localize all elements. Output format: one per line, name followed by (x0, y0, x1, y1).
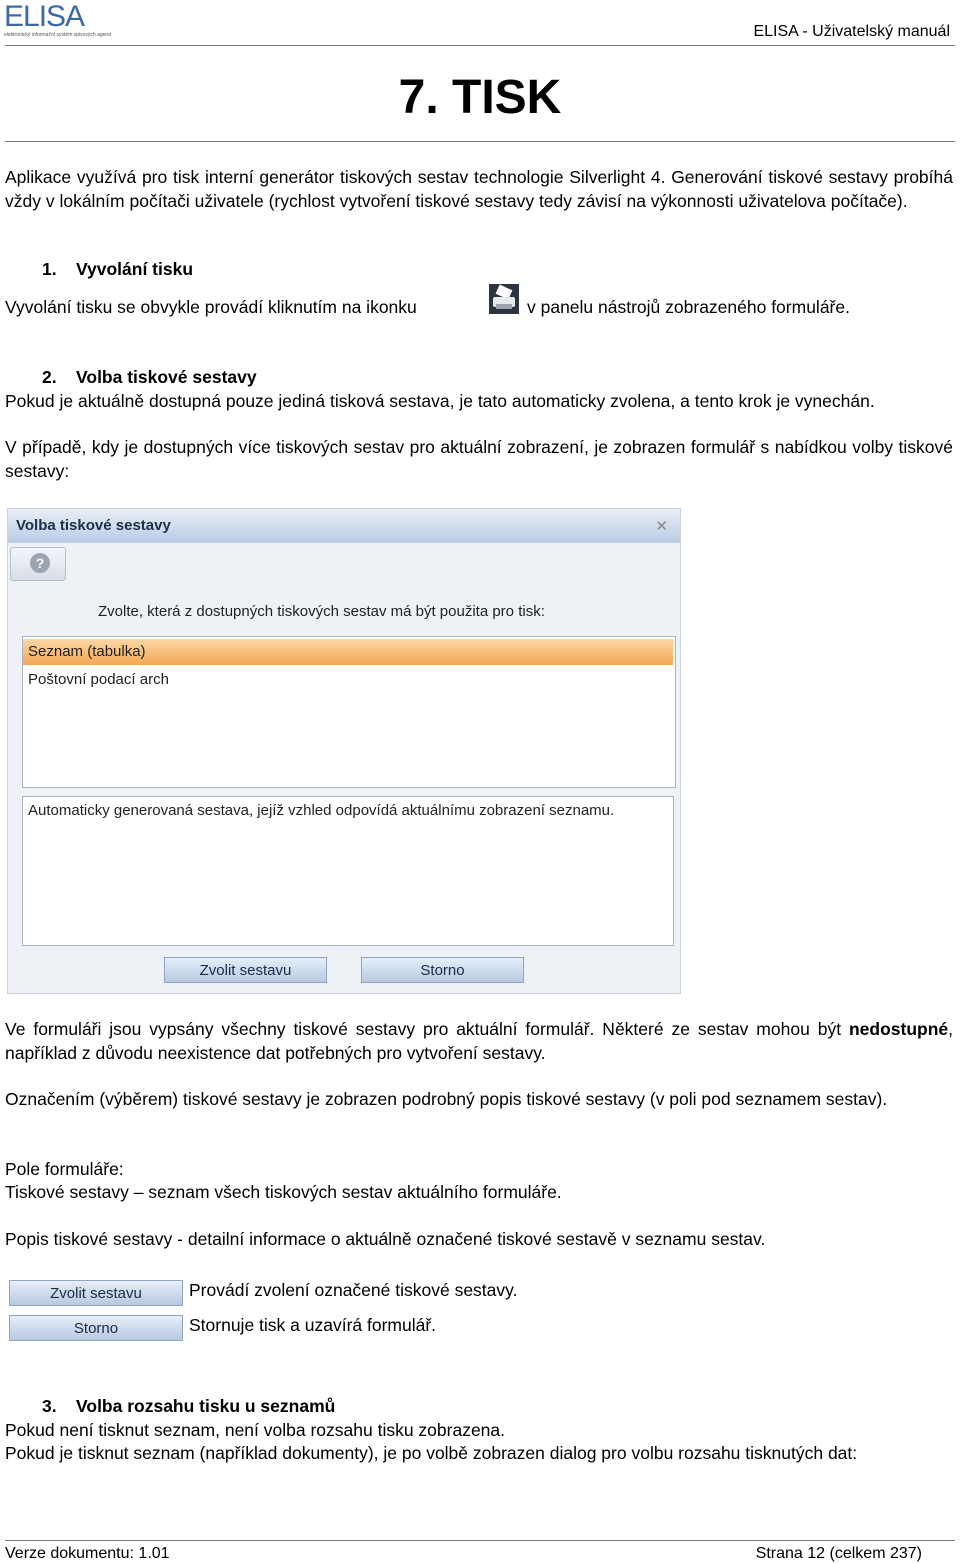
section-2-paragraph-1: Pokud je aktuálně dostupná pouze jediná tisková sestava, je tato automaticky zvolena, a tento krok je vynechán. (5, 391, 875, 411)
section-3-title: Volba rozsahu tisku u seznamů (76, 1396, 336, 1416)
report-list (22, 636, 676, 788)
p1-part-c: , například z důvodu neexistence dat potřebných pro vytvoření sestavy. (5, 1019, 953, 1063)
chapter-title: 7. TISK (398, 71, 562, 124)
logo-subtitle: elektronický informační systém spisových agend (4, 32, 111, 38)
footer-divider (5, 1540, 955, 1541)
page-number: Strana 12 (celkem 237) (755, 1545, 922, 1562)
form-fields-label: Pole formuláře: (5, 1159, 124, 1179)
select-report-button[interactable]: Zvolit sestavu (164, 957, 327, 983)
intro-paragraph: Aplikace využívá pro tisk interní generátor tiskových sestav technologie Silverlight 4. Generování tiskové sestavy probíhá vždy v lokálním počítači uživatele (rychlost vytvoření tiskové sestavy tedy závisí na výkonnosti uživatelova počítače). (5, 167, 953, 211)
logo-text: ELISA (4, 0, 85, 33)
cancel-button-sample: Storno (9, 1315, 183, 1341)
after-dialog-paragraph-2: Označením (výběrem) tiskové sestavy je zobrazen podrobný popis tiskové sestavy (v poli pod seznamem sestav). (5, 1089, 888, 1109)
title-divider (5, 141, 955, 142)
header-divider (5, 45, 955, 46)
section-1-text-after: v panelu nástrojů zobrazeného formuláře. (527, 297, 850, 317)
section-1-number: 1. (42, 259, 57, 279)
select-report-button-sample: Zvolit sestavu (9, 1280, 183, 1306)
report-list-item[interactable]: Poštovní podací arch (28, 671, 169, 688)
cancel-button[interactable]: Storno (361, 957, 524, 983)
section-2-number: 2. (42, 367, 57, 387)
printer-icon (489, 284, 519, 314)
document-header-title: ELISA - Uživatelský manuál (753, 23, 950, 40)
after-dialog-paragraph-1 (5, 1018, 953, 1065)
help-icon: ? (30, 553, 50, 573)
help-button[interactable] (10, 547, 66, 581)
section-1-title: Vyvolání tisku (76, 259, 194, 279)
section-3-paragraph-1: Pokud není tisknut seznam, není volba rozsahu tisku zobrazena. (5, 1420, 506, 1440)
print-report-dialog (7, 508, 681, 994)
p1-part-a: Ve formuláři jsou vypsány všechny tiskové sestavy pro aktuální formulář. Některé ze sestav mohou být (5, 1019, 849, 1039)
form-fields-description-desc: Popis tiskové sestavy - detailní informace o aktuálně označené tiskové sestavě v seznamu sestav. (5, 1229, 766, 1249)
section-2-title: Volba tiskové sestavy (76, 367, 257, 387)
p1-bold: nedostupné (848, 1019, 949, 1039)
close-icon[interactable]: ✕ (655, 518, 668, 535)
dialog-title: Volba tiskové sestavy (16, 517, 171, 534)
section-1-text-before: Vyvolání tisku se obvykle provádí kliknutím na ikonku (5, 297, 417, 317)
elisa-logo (4, 0, 111, 40)
dialog-titlebar (8, 509, 680, 543)
section-2-paragraph-2: V případě, kdy je dostupných více tiskových sestav pro aktuální zobrazení, je zobrazen formulář s nabídkou volby tiskové sestavy: (5, 437, 953, 481)
report-description: Automaticky generovaná sestava, jejíž vzhled odpovídá aktuálnímu zobrazení seznamu. (22, 796, 674, 946)
dialog-prompt: Zvolte, která z dostupných tiskových sestav má být použita pro tisk: (98, 603, 545, 620)
cancel-description: Stornuje tisk a uzavírá formulář. (189, 1315, 437, 1335)
form-fields-list-desc: Tiskové sestavy – seznam všech tiskových sestav aktuálního formuláře. (5, 1182, 562, 1202)
section-3-paragraph-2: Pokud je tisknut seznam (například dokumenty), je po volbě zobrazen dialog pro volbu rozsahu tisknutých dat: (5, 1443, 858, 1463)
section-3-number: 3. (42, 1396, 57, 1416)
select-report-description: Provádí zvolení označené tiskové sestavy. (189, 1280, 518, 1300)
report-list-item-selected[interactable]: Seznam (tabulka) (23, 639, 673, 665)
document-version: Verze dokumentu: 1.01 (5, 1545, 170, 1562)
